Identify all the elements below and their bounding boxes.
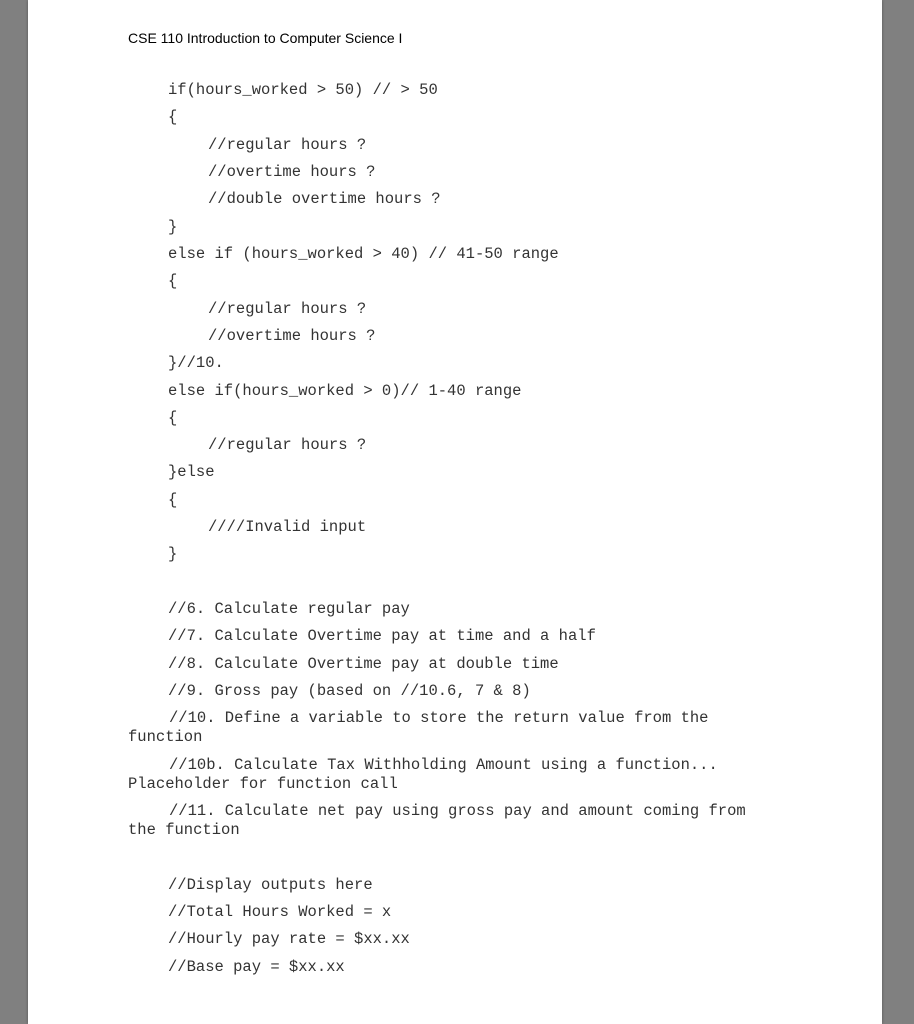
code-line: {	[168, 108, 178, 126]
code-line: //9. Gross pay (based on //10.6, 7 & 8)	[168, 682, 531, 700]
code-line: //regular hours ?	[208, 136, 367, 154]
code-line: //Hourly pay rate = $xx.xx	[168, 930, 410, 948]
code-line: //double overtime hours ?	[208, 190, 441, 208]
code-paragraph: //10b. Calculate Tax Withholding Amount using a function... Placeholder for function call	[128, 756, 718, 793]
code-line: else if(hours_worked > 0)// 1-40 range	[168, 382, 522, 400]
code-line: //Total Hours Worked = x	[168, 903, 392, 921]
code-line: {	[168, 409, 178, 427]
code-line: }else	[168, 463, 215, 481]
code-paragraph: //10. Define a variable to store the return value from the function	[128, 709, 709, 746]
page-header: CSE 110 Introduction to Computer Science I	[128, 30, 403, 46]
code-line: }	[168, 218, 178, 236]
code-line: {	[168, 491, 178, 509]
code-line: ////Invalid input	[208, 518, 367, 536]
code-line: //Base pay = $xx.xx	[168, 958, 345, 976]
code-line: //overtime hours ?	[208, 163, 376, 181]
code-line: //6. Calculate regular pay	[168, 600, 410, 618]
code-line: }//10.	[168, 354, 224, 372]
code-line: }	[168, 545, 178, 563]
code-line: if(hours_worked > 50) // > 50	[168, 81, 438, 99]
code-line: {	[168, 272, 178, 290]
code-line: else if (hours_worked > 40) // 41-50 range	[168, 245, 559, 263]
code-paragraph: //11. Calculate net pay using gross pay and amount coming from the function	[128, 802, 746, 839]
code-line: //7. Calculate Overtime pay at time and a half	[168, 627, 596, 645]
document-page	[28, 0, 882, 1024]
code-line: //regular hours ?	[208, 300, 367, 318]
code-line: //regular hours ?	[208, 436, 367, 454]
code-line: //overtime hours ?	[208, 327, 376, 345]
code-line: //8. Calculate Overtime pay at double time	[168, 655, 559, 673]
code-line: //Display outputs here	[168, 876, 373, 894]
